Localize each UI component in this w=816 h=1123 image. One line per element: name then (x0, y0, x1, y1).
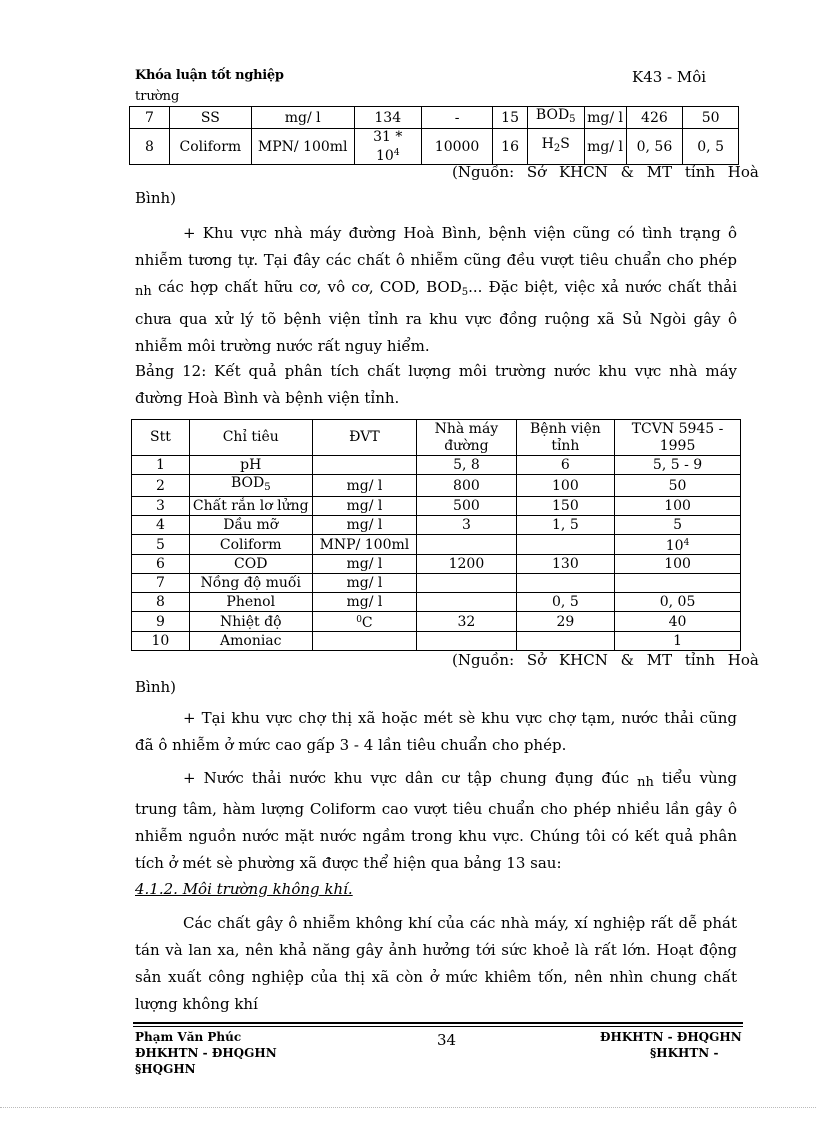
source-note: (Nguồn: Sở KHCN & MT tỉnh Hoà (452, 651, 759, 669)
footer-org-right: ĐHKHTN - ĐHQGHN (600, 1030, 742, 1044)
table-row: 7 SS mg/ l 134 - 15 $BOD_5$ mg/ l 426 50 (130, 107, 739, 129)
table-row: 4 Dầu mỡ mg/ l 3 1, 5 5 (132, 516, 741, 535)
footer-rule (133, 1026, 743, 1027)
table-row: 7 Nồng độ muối mg/ l (132, 574, 741, 593)
header-title-cont: trường (135, 89, 180, 104)
paragraph: + Khu vực nhà máy đường Hoà Bình, bệnh viện cũng có tình trạng ô nhiễm tương tự. Tại đây các chất ô nhiễm cũng đều vượt tiêu chuẩn cho phép nh các hợp chất hữu cơ, vô cơ, COD, $BOD_5$... Đặc biệt, việc xả nước chất thải chưa qua xử lý tõ bệnh viện tỉnh ra khu vực đồng ruộng xã Sủ Ngòi gây ô nhiễm môi trường nước rất nguy hiểm. (135, 224, 737, 355)
table-row: 9 Nhiệt độ $^0$C 32 29 40 (132, 612, 741, 632)
paragraph: + Tại khu vực chợ thị xã hoặc mét sè khu vực chợ tạm, nước thải cũng đã ô nhiễm ở mức cao gấp 3 - 4 lần tiêu chuẩn cho phép. (135, 709, 737, 754)
table-row: 6 COD mg/ l 1200 130 100 (132, 555, 741, 574)
page-edge (0, 1107, 816, 1108)
table-row: 8 Phenol mg/ l 0, 5 0, 05 (132, 593, 741, 612)
source-note-cont: Bình) (135, 189, 176, 207)
header-title: Khóa luận tốt nghiệp (135, 68, 284, 83)
table-continuation (129, 106, 739, 165)
paragraph: Các chất gây ô nhiễm không khí của các nhà máy, xí nghiệp rất dễ phát tán và lan xa, nên khả năng gây ảnh hưởng tới sức khoẻ là rất lớn. Hoạt động sản xuất công nghiệp của thị xã còn ở mức khiêm tốn, nên nhìn chung chất lượng không khí (135, 914, 737, 1013)
footer-rule (133, 1022, 743, 1024)
section-title: 4.1.2. Môi trường không khí. (135, 880, 353, 898)
table-row: 8 Coliform MPN/ 100ml 31 * $10^4$ 10000 16 $H_2S$ mg/ l 0, 56 0, 5 (130, 129, 739, 165)
footer-author: Phạm Văn Phúc (135, 1030, 242, 1044)
footer-org-right-cont: §HKHTN - (650, 1046, 719, 1060)
footer-org-left-cont: §HQGHN (135, 1062, 196, 1076)
table-row: 5 Coliform MNP/ 100ml $10^4$ (132, 535, 741, 555)
paragraph: + Nước thải nước khu vực dân cư tập chung đụng đúc nh tiểu vùng trung tâm, hàm lượng Coliform cao vượt tiêu chuẩn cho phép nhiều lần gây ô nhiễm nguồn nước mặt nước ngầm trong khu vực. Chúng tôi có kết quả phân tích ở mét sè phường xã được thể hiện qua bảng 13 sau: (135, 769, 737, 872)
source-note: (Nguồn: Sở KHCN & MT tỉnh Hoà (452, 163, 759, 181)
source-note-cont: Bình) (135, 678, 176, 696)
page-number: 34 (437, 1031, 457, 1049)
table-caption: Bảng 12: Kết quả phân tích chất lượng môi trường nước khu vực nhà máy đường Hoà Bình và bệnh viện tỉnh. (135, 362, 737, 407)
table-row: 2 $BOD_5$ mg/ l 800 100 50 (132, 475, 741, 497)
table-12 (131, 419, 741, 651)
table-row: 1 pH 5, 8 6 5, 5 - 9 (132, 456, 741, 475)
table-row: 3 Chất rắn lơ lửng mg/ l 500 150 100 (132, 497, 741, 516)
table-row: 10 Amoniac 1 (132, 632, 741, 651)
table-header-row: Stt Chỉ tiêu ĐVT Nhà máy đường Bệnh viện tỉnh TCVN 5945 - 1995 (132, 420, 741, 456)
header-class: K43 - Môi (632, 68, 707, 86)
footer-org-left: ĐHKHTN - ĐHQGHN (135, 1046, 277, 1060)
